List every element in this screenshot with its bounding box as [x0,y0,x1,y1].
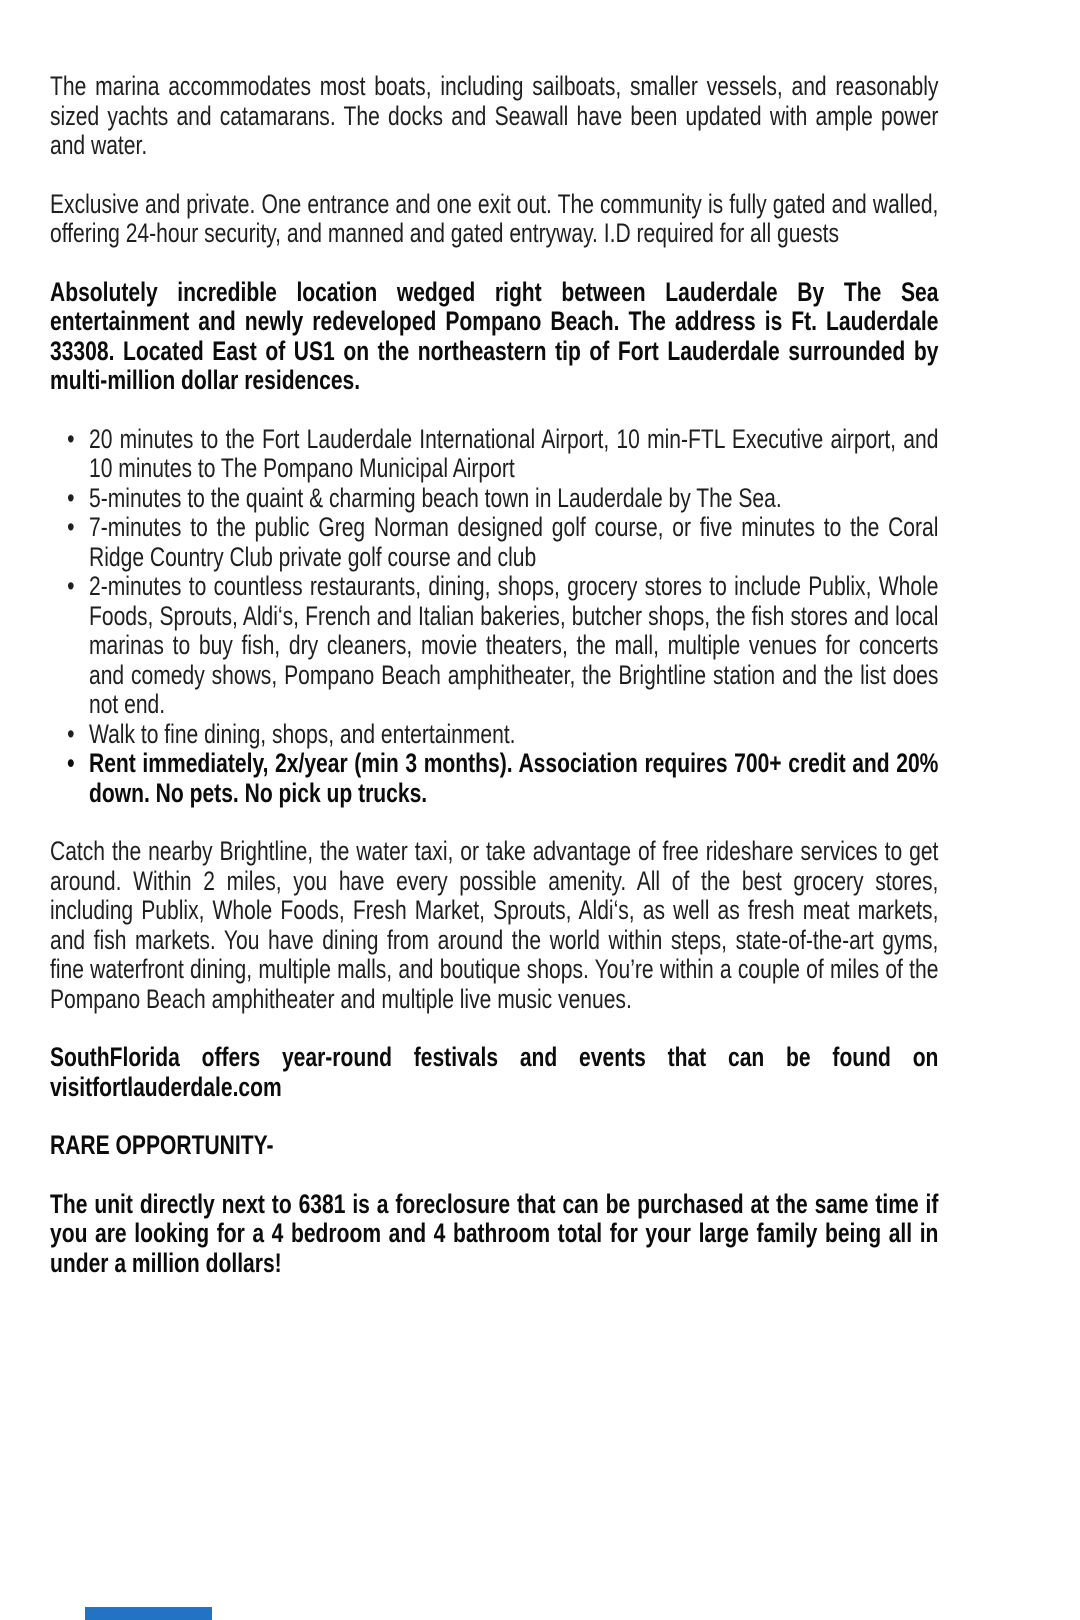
bullet-icon: • [67,718,75,749]
paragraph-marina: The marina accommodates most boats, including sailboats, smaller vessels, and reasonably sized yachts and catamarans. The docks and Seawall have been updated with ample power and water. [50,71,939,160]
list-item-text: Walk to fine dining, shops, and entertainment. [89,718,516,749]
list-item-text: Rent immediately, 2x/year (min 3 months). Association requires 700+ credit and 20% down. No pets. No pick up trucks. [89,748,939,808]
highlights-list [50,425,938,809]
heading-rare-opportunity: RARE OPPORTUNITY- [50,1130,274,1160]
list-item-rent-terms [50,749,938,808]
list-item-text: 20 minutes to the Fort Lauderdale International Airport, 10 min-FTL Executive airport, and 10 minutes to The Pompano Municipal Airport [89,423,939,483]
bullet-icon: • [67,748,75,778]
paragraph-festivals: SouthFlorida offers year-round festivals and events that can be found on visitfortlauderdale.com [50,1042,939,1102]
bullet-icon: • [67,423,75,454]
list-item [50,513,938,572]
paragraph-location: Absolutely incredible location wedged right between Lauderdale By The Sea entertainment and newly redeveloped Pompano Beach. The address is Ft. Lauderdale 33308. Located East of US1 on the northeastern tip of Fort Lauderdale surrounded by multi-million dollar residences. [50,276,939,395]
list-item-text: 2-minutes to countless restaurants, dining, shops, grocery stores to include Publix, Whole Foods, Sprouts, Aldi‘s, French and Italian bakeries, butcher shops, the fish stores and local marinas to buy fish, dry cleaners, movie theaters, the mall, multiple venues for concerts and comedy shows, Pompano Beach amphitheater, the Brightline station and the list does not end. [89,571,939,719]
paragraph-exclusive: Exclusive and private. One entrance and one exit out. The community is fully gated and walled, offering 24-hour security, and manned and gated entryway. I.D required for all guests [50,188,939,248]
bullet-icon: • [67,571,75,601]
paragraph-getting-around: Catch the nearby Brightline, the water taxi, or take advantage of free rideshare services to get around. Within 2 miles, you have every possible amenity. All of the best grocery stores, including Publix, Whole Foods, Fresh Market, Sprouts, Aldi‘s, as well as fresh meat markets, and fish markets. You have dining from around the world within steps, state-of-the-art gyms, fine waterfront dining, multiple malls, and boutique shops. You’re within a couple of miles of the Pompano Beach amphitheater and multiple live music venues. [50,836,939,1014]
bullet-icon: • [67,512,75,542]
list-item-text: 5-minutes to the quaint & charming beach town in Lauderdale by The Sea. [89,482,782,513]
footer-accent-bar [85,1607,212,1620]
list-item [50,572,938,720]
list-item [50,484,938,514]
list-item-text: 7-minutes to the public Greg Norman designed golf course, or five minutes to the Coral Ridge Country Club private golf course and club [89,512,939,572]
listing-description [50,72,938,1307]
paragraph-foreclosure: The unit directly next to 6381 is a foreclosure that can be purchased at the same time if you are looking for a 4 bedroom and 4 bathroom total for your large family being all in under a million dollars! [50,1188,939,1278]
list-item [50,425,938,484]
list-item [50,720,938,750]
bullet-icon: • [67,482,75,513]
